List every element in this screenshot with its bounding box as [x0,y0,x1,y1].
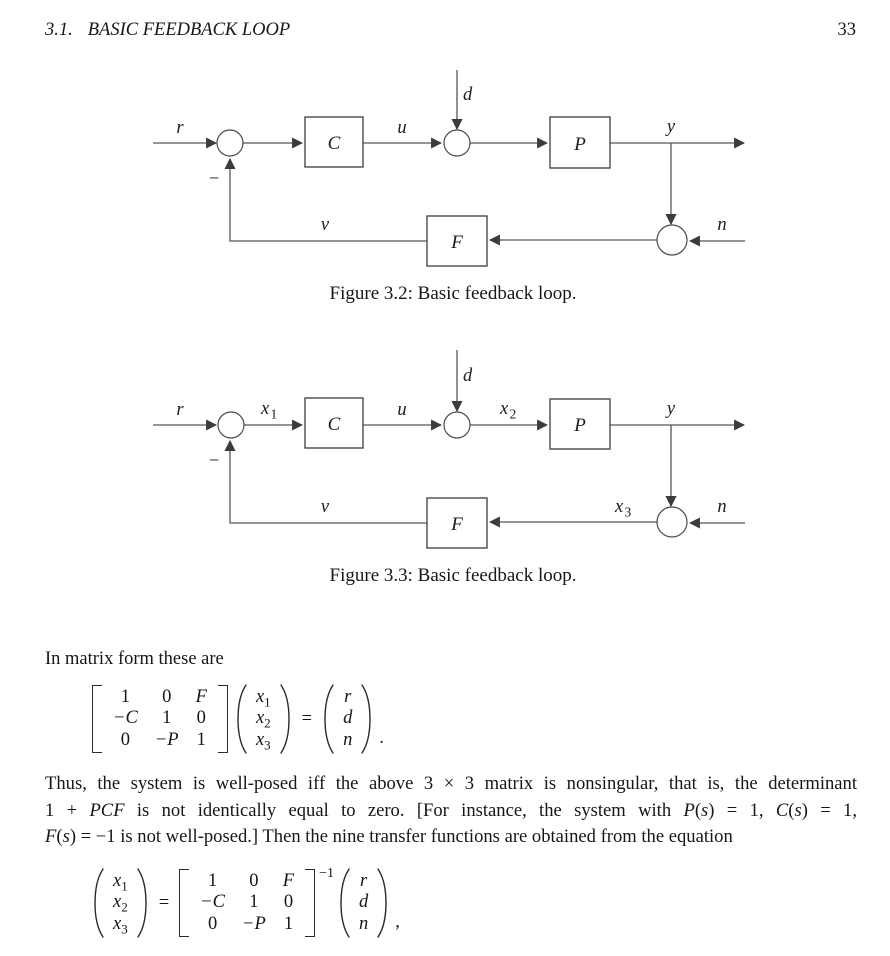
matrix-cell: 1 [207,870,218,891]
figure-3-2-caption: Figure 3.2: Basic feedback loop. [329,283,577,304]
summing-junction-2 [444,412,470,438]
label-minus: − [207,169,221,189]
vector-cell: n [359,913,369,934]
right-parenthesis [360,682,373,756]
label-x2: x [500,399,509,419]
body-paragraph [45,771,857,851]
paragraph-line: Thus, the system is well-posed iff the above 3 × 3 matrix is nonsingular, that is, the determinant [45,773,857,794]
right-parenthesis [136,866,149,940]
label-x1: x [261,399,270,419]
block-C-label: C [327,133,341,154]
running-header [45,20,290,41]
equals-sign: = [158,892,170,913]
figure-3-3-caption: Figure 3.3: Basic feedback loop. [329,565,577,586]
vector-cell: d [359,892,369,913]
label-n: n [717,497,727,517]
figure-3-3-diagram [140,340,760,590]
paragraph-line: 1 + PCF is not identically equal to zero. [For instance, the system with P(s) = 1, C(s) = 1, [45,799,857,821]
label-r: r [176,118,184,138]
vector-cell: $x_2$ [113,892,128,915]
left-parenthesis [92,866,105,940]
label-d: d [463,366,473,386]
label-v: v [320,497,330,517]
vector-cell: r [344,686,352,707]
matrix-cell: −C [200,892,225,913]
summing-junction-3 [657,225,687,255]
inverse-exponent: −1 [319,866,334,881]
matrix-cell: 0 [249,870,259,891]
vector-cell: $x_3$ [255,729,271,753]
right-parenthesis [279,682,292,756]
input-vector [335,687,360,752]
figure-3-2-diagram [140,60,760,290]
left-square-bracket [92,685,102,753]
matrix-cell: F [282,870,295,891]
matrix-cell: 1 [249,892,259,913]
block-C-label: C [327,414,341,435]
summing-junction-2 [444,130,470,156]
left-parenthesis [322,682,335,756]
label-v: v [320,215,330,235]
signal-paths [153,350,745,523]
matrix-cell: 0 [162,686,172,707]
matrix-cell: 1 [283,913,294,934]
matrix-cell: 1 [162,708,172,729]
intro-sentence: In matrix form these are [45,649,224,669]
vector-cell: $x_1$ [113,870,128,894]
paragraph-line: F(s) = −1 is not well-posed.] Then the nine transfer functions are obtained from the equation [45,826,733,848]
system-matrix [102,687,218,752]
matrix-cell: −P [154,729,179,750]
matrix-cell: −P [241,913,266,934]
label-minus: − [207,451,221,471]
summing-junction-1 [217,130,243,156]
state-vector [105,871,136,936]
matrix-cell: 0 [120,729,131,750]
equation-comma: , [395,912,400,932]
right-parenthesis [376,866,389,940]
label-y: y [666,399,676,419]
block-P-label: P [574,415,586,436]
matrix-equation-1 [92,681,384,757]
vector-cell: d [343,708,353,729]
matrix-cell: 1 [196,729,206,750]
label-x3: x [615,497,624,517]
vector-cell: $x_3$ [113,913,128,937]
label-d: d [463,85,473,105]
label-u: u [397,118,407,138]
right-square-bracket [305,869,315,937]
label-x2-subscript: 2 [509,406,517,422]
matrix-cell: 1 [120,686,131,707]
section-title: BASIC FEEDBACK LOOP [87,20,291,40]
system-matrix [189,871,305,936]
label-y: y [666,117,676,137]
right-square-bracket [218,685,228,753]
input-vector [351,871,376,936]
vector-cell: n [343,729,353,750]
left-square-bracket [179,869,189,937]
matrix-cell: 0 [283,892,294,913]
page-number: 33 [837,20,856,40]
vector-cell: $x_1$ [255,686,271,710]
summing-junction-3 [657,507,687,537]
left-parenthesis [235,682,248,756]
label-x3-subscript: 3 [624,504,632,520]
block-F-label: F [451,514,463,535]
block-F-label: F [451,232,463,253]
summing-junction-1 [218,412,244,438]
equation-period: . [379,728,384,748]
label-x1-subscript: 1 [270,406,278,422]
matrix-cell: −C [113,708,138,729]
matrix-cell: 0 [207,913,218,934]
block-P-label: P [574,134,586,155]
vector-cell: r [360,870,368,891]
matrix-cell: F [195,686,207,707]
matrix-equation-2 [92,865,400,941]
label-n: n [717,215,727,235]
section-number: 3.1. [45,20,73,40]
label-r: r [176,400,184,420]
vector-cell: $x_2$ [255,708,271,731]
matrix-cell: 0 [196,708,206,729]
state-vector [248,687,279,752]
label-u: u [397,400,407,420]
equals-sign: = [301,708,313,729]
left-parenthesis [338,866,351,940]
